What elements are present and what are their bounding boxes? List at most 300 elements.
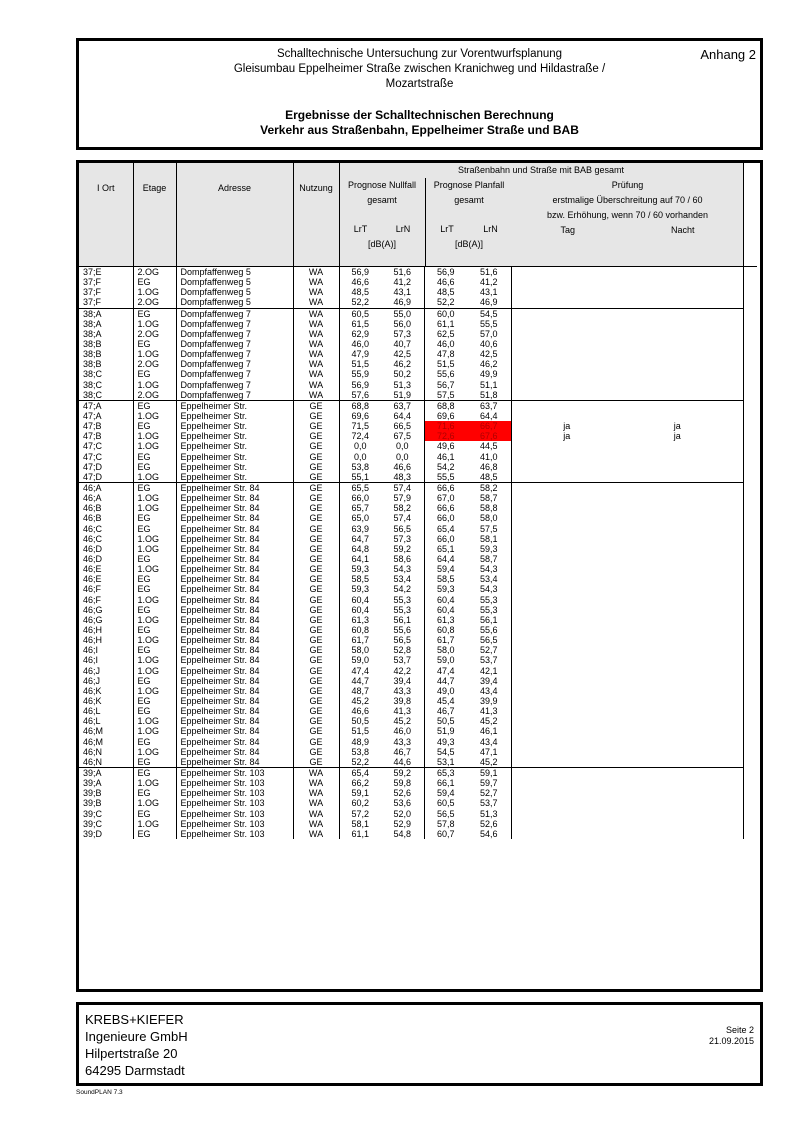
cell-nutzung: WA	[293, 798, 339, 808]
cell-ort: 46;L	[83, 706, 101, 717]
cell-ort: 47;B	[83, 431, 102, 442]
cell-etage: EG	[133, 706, 176, 716]
cell-planfall-lrt: 55,6	[424, 369, 467, 379]
cell-etage: 1.OG	[133, 635, 176, 645]
col-ort	[79, 163, 133, 267]
cell-nutzung: WA	[293, 390, 339, 401]
cell-nullfall-lrn: 57,3	[393, 328, 412, 339]
table-row	[79, 544, 757, 554]
cell-nullfall-lrn: 56,1	[393, 614, 412, 625]
cell-ort: 38;C	[83, 389, 103, 400]
cell-planfall-lrn: 41,3	[479, 706, 498, 717]
cell-nullfall-lrt: 61,7	[339, 635, 381, 645]
cell-ort: 38;C	[83, 369, 103, 380]
cell-pruefung	[511, 574, 743, 584]
cell-etage: EG	[133, 277, 176, 287]
cell-pruefung	[511, 564, 743, 574]
cell-ort: 46;G	[83, 604, 103, 615]
cell-nullfall-lrt: 0,0	[339, 452, 381, 462]
cell-adresse: Dompfaffenweg 7	[176, 369, 293, 379]
cell-nullfall-lrn: 56,5	[393, 635, 412, 646]
cell-nutzung: GE	[293, 686, 339, 696]
cell-planfall-lrn: 67,6	[467, 431, 511, 441]
cell-ort: 46;A	[79, 482, 133, 493]
cell-adresse: Eppelheimer Str.	[176, 431, 293, 441]
cell-pruefung	[511, 431, 743, 441]
cell-adresse: Eppelheimer Str. 84	[176, 747, 293, 757]
cell-ort: 46;B	[83, 503, 102, 514]
cell-etage: EG	[133, 605, 176, 615]
cell-planfall-lrn: 52,7	[479, 645, 498, 656]
page-number: Seite 2	[725, 1025, 754, 1035]
cell-pruefung	[511, 359, 743, 369]
cell-ort: 46;G	[83, 614, 103, 625]
table-row	[79, 400, 757, 411]
table-body	[79, 267, 757, 839]
cell-nullfall-lrn: 46,2	[393, 359, 412, 370]
cell-planfall-lrt: 66,0	[424, 534, 467, 544]
cell-nutzung: WA	[293, 778, 339, 788]
cell-planfall-lrn: 63,7	[467, 400, 511, 411]
cell-etage: 1.OG	[133, 665, 176, 675]
cell-pruefung	[511, 665, 743, 675]
cell-ort: 46;D	[83, 543, 103, 554]
cell-etage: 1.OG	[133, 441, 176, 451]
table-row	[79, 380, 757, 390]
cell-etage: EG	[133, 482, 176, 493]
cell-etage: 2.OG	[133, 329, 176, 339]
cell-pruefung	[511, 472, 743, 483]
cell-adresse: Dompfaffenweg 7	[176, 319, 293, 329]
cell-nullfall-lrn: 46,6	[393, 461, 412, 472]
company-address	[85, 1011, 188, 1079]
cell-etage: 1.OG	[133, 615, 176, 625]
cell-pruefung	[511, 605, 743, 615]
cell-ort: 46;F	[83, 594, 102, 605]
cell-pruefung	[511, 493, 743, 503]
report-title-line-1: Ergebnisse der Schalltechnischen Berechnung	[285, 108, 554, 122]
cell-nutzung: GE	[293, 431, 339, 441]
nullfall-lrt: LrT	[353, 224, 368, 234]
table-row	[79, 767, 757, 778]
planfall-header	[425, 178, 513, 266]
cell-ort: 46;I	[83, 655, 99, 666]
cell-etage: 1.OG	[133, 319, 176, 329]
cell-pruefung	[511, 736, 743, 746]
table-row	[79, 819, 757, 829]
results-table	[79, 163, 757, 839]
cell-planfall-lrn: 39,9	[479, 695, 498, 706]
cell-planfall-lrn: 58,7	[479, 493, 498, 504]
cell-nullfall-lrt: 72,4	[339, 431, 381, 441]
cell-nullfall-lrn: 59,2	[393, 543, 412, 554]
cell-nullfall-lrn: 39,8	[393, 695, 412, 706]
cell-adresse: Eppelheimer Str. 84	[176, 686, 293, 696]
cell-adresse: Dompfaffenweg 7	[176, 359, 293, 369]
title-line-3: Mozartstraße	[385, 78, 454, 90]
cell-nullfall-lrn: 46,7	[393, 746, 412, 757]
cell-etage: EG	[133, 339, 176, 349]
cell-nullfall-lrn: 57,4	[393, 513, 412, 524]
cell-planfall-lrt: 49,0	[424, 686, 467, 696]
cell-planfall-lrn: 56,1	[479, 614, 498, 625]
cell-nullfall-lrn: 56,5	[393, 523, 412, 534]
cell-planfall-lrn: 48,5	[479, 471, 498, 482]
cell-nutzung: GE	[293, 625, 339, 635]
cell-adresse: Eppelheimer Str. 84	[176, 574, 293, 584]
cell-planfall-lrt: 50,5	[424, 716, 467, 726]
cell-planfall-lrn: 42,1	[479, 665, 498, 676]
cell-nutzung: WA	[293, 297, 339, 308]
cell-planfall-lrt: 60,0	[424, 308, 467, 319]
cell-nullfall-lrt: 59,1	[339, 788, 381, 798]
cell-planfall-lrn: 43,4	[479, 685, 498, 696]
cell-planfall-lrn: 58,7	[479, 554, 498, 564]
cell-nullfall-lrn: 57,3	[393, 533, 412, 544]
cell-pruefung	[511, 819, 743, 829]
cell-nutzung: GE	[293, 655, 339, 665]
cell-etage: EG	[133, 808, 176, 818]
cell-planfall-lrn: 64,4	[479, 411, 498, 422]
cell-etage: 1.OG	[133, 798, 176, 808]
cell-pruefung	[511, 462, 743, 472]
table-row	[79, 452, 757, 462]
col-ort-label: I Ort	[97, 183, 115, 193]
annex-label: Anhang 2	[700, 47, 756, 62]
cell-nullfall-lrt: 57,2	[339, 808, 381, 818]
cell-adresse: Dompfaffenweg 7	[176, 390, 293, 401]
cell-planfall-lrt: 57,8	[424, 819, 467, 829]
table-row	[79, 706, 757, 716]
cell-nutzung: GE	[293, 421, 339, 431]
cell-nullfall-lrt: 59,0	[339, 655, 381, 665]
cell-nullfall-lrt: 61,1	[339, 829, 381, 839]
cell-planfall-lrn: 56,5	[479, 635, 498, 646]
cell-nutzung: WA	[293, 308, 339, 319]
cell-nullfall-lrt: 59,3	[339, 584, 381, 594]
cell-pruefung	[511, 411, 743, 421]
cell-nutzung: WA	[293, 369, 339, 379]
cell-adresse: Dompfaffenweg 7	[176, 380, 293, 390]
document-header	[76, 38, 763, 150]
cell-planfall-lrt: 51,5	[424, 359, 467, 369]
cell-nutzung: GE	[293, 452, 339, 462]
cell-pruefung	[511, 544, 743, 554]
cell-nullfall-lrt: 66,0	[339, 493, 381, 503]
cell-ort: 38;B	[83, 339, 102, 350]
cell-ort: 47;D	[83, 461, 103, 472]
cell-ort: 47;A	[83, 411, 102, 422]
cell-nullfall-lrn: 55,6	[393, 624, 412, 635]
cell-adresse: Eppelheimer Str. 84	[176, 726, 293, 736]
planfall-lrn: LrN	[483, 224, 498, 234]
cell-etage: 1.OG	[133, 349, 176, 359]
cell-nutzung: GE	[293, 706, 339, 716]
nullfall-label: Prognose Nullfall	[347, 180, 417, 190]
table-row	[79, 482, 757, 493]
cell-pruefung	[511, 726, 743, 736]
cell-planfall-lrt: 46,1	[424, 452, 467, 462]
cell-nullfall-lrn: 52,8	[393, 645, 412, 656]
cell-planfall-lrt: 45,4	[424, 696, 467, 706]
cell-ort: 38;A	[83, 328, 102, 339]
cell-tag: ja	[563, 421, 571, 432]
cell-pruefung	[511, 615, 743, 625]
table-row	[79, 267, 757, 278]
cell-pruefung	[511, 339, 743, 349]
cell-nutzung: GE	[293, 615, 339, 625]
cell-etage: 1.OG	[133, 726, 176, 736]
cell-adresse: Eppelheimer Str. 84	[176, 645, 293, 655]
table-row	[79, 584, 757, 594]
cell-pruefung	[511, 635, 743, 645]
cell-etage: EG	[133, 736, 176, 746]
cell-pruefung	[511, 452, 743, 462]
cell-planfall-lrt: 58,5	[424, 574, 467, 584]
cell-nullfall-lrt: 69,6	[339, 411, 381, 421]
cell-nullfall-lrt: 50,5	[339, 716, 381, 726]
cell-nullfall-lrn: 46,9	[393, 297, 412, 308]
cell-planfall-lrn: 49,9	[479, 369, 498, 380]
cell-pruefung	[511, 706, 743, 716]
cell-pruefung	[511, 308, 743, 319]
cell-nullfall-lrt: 44,7	[339, 676, 381, 686]
cell-ort: 37;F	[83, 277, 102, 288]
cell-pruefung	[511, 369, 743, 379]
cell-planfall-lrt: 67,0	[424, 493, 467, 503]
col-nutzung-label: Nutzung	[299, 183, 333, 193]
cell-adresse: Dompfaffenweg 7	[176, 339, 293, 349]
cell-nullfall-lrt: 68,8	[339, 400, 381, 411]
cell-planfall-lrn: 46,2	[479, 359, 498, 370]
cell-adresse: Dompfaffenweg 7	[176, 329, 293, 339]
cell-nutzung: GE	[293, 411, 339, 421]
table-row	[79, 472, 757, 483]
cell-nutzung: GE	[293, 524, 339, 534]
cell-nutzung: GE	[293, 757, 339, 768]
cell-nutzung: WA	[293, 287, 339, 297]
cell-planfall-lrn: 54,5	[467, 308, 511, 319]
cell-planfall-lrt: 66,6	[424, 482, 467, 493]
results-table-box	[76, 160, 763, 992]
cell-nullfall-lrn: 44,6	[393, 756, 412, 767]
cell-nullfall-lrn: 41,3	[393, 706, 412, 717]
cell-pruefung	[511, 696, 743, 706]
cell-nullfall-lrn: 66,5	[393, 421, 412, 432]
cell-pruefung	[511, 716, 743, 726]
col-adresse-label: Adresse	[217, 183, 252, 193]
cell-nullfall-lrn: 0,0	[395, 451, 409, 462]
cell-pruefung	[511, 524, 743, 534]
cell-adresse: Eppelheimer Str. 84	[176, 482, 293, 493]
cell-planfall-lrn: 57,0	[479, 328, 498, 339]
cell-nutzung: GE	[293, 635, 339, 645]
cell-planfall-lrn: 55,3	[479, 604, 498, 615]
cell-etage: 1.OG	[133, 380, 176, 390]
cell-ort: 46;H	[83, 624, 103, 635]
cell-nutzung: GE	[293, 574, 339, 584]
cell-planfall-lrt: 60,5	[424, 798, 467, 808]
cell-planfall-lrn: 41,0	[479, 451, 498, 462]
cell-adresse: Eppelheimer Str. 84	[176, 544, 293, 554]
cell-pruefung	[511, 267, 743, 278]
cell-planfall-lrn: 58,1	[479, 533, 498, 544]
cell-planfall-lrn: 59,3	[479, 543, 498, 554]
cell-planfall-lrt: 56,5	[424, 808, 467, 818]
cell-nullfall-lrn: 55,3	[393, 594, 412, 605]
cell-planfall-lrn: 58,2	[467, 482, 511, 493]
cell-nullfall-lrt: 53,8	[339, 747, 381, 757]
group-label: Straßenbahn und Straße mit BAB gesamt	[457, 165, 625, 175]
cell-adresse: Dompfaffenweg 5	[176, 297, 293, 308]
cell-etage: 1.OG	[133, 503, 176, 513]
cell-nutzung: WA	[293, 319, 339, 329]
cell-planfall-lrt: 61,3	[424, 615, 467, 625]
table-row	[79, 625, 757, 635]
cell-nutzung: GE	[293, 726, 339, 736]
table-row	[79, 329, 757, 339]
cell-nullfall-lrt: 58,1	[339, 819, 381, 829]
cell-pruefung	[511, 554, 743, 564]
cell-nacht: ja	[673, 431, 681, 442]
cell-planfall-lrn: 54,3	[479, 584, 498, 595]
cell-nullfall-lrt: 65,0	[339, 513, 381, 523]
cell-etage: EG	[133, 400, 176, 411]
cell-nullfall-lrt: 56,9	[339, 267, 381, 278]
cell-nullfall-lrt: 48,7	[339, 686, 381, 696]
cell-nullfall-lrt: 61,3	[339, 615, 381, 625]
table-row	[79, 778, 757, 788]
table-row	[79, 524, 757, 534]
cell-nullfall-lrn: 54,3	[393, 564, 412, 575]
cell-etage: 1.OG	[133, 595, 176, 605]
cell-nullfall-lrn: 57,9	[393, 493, 412, 504]
cell-nullfall-lrt: 57,6	[339, 390, 381, 401]
cell-nullfall-lrn: 39,4	[393, 675, 412, 686]
cell-planfall-lrt: 51,9	[424, 726, 467, 736]
pruefung-label: Prüfung	[611, 180, 644, 190]
cell-adresse: Eppelheimer Str.	[176, 472, 293, 483]
table-row	[79, 411, 757, 421]
table-row	[79, 726, 757, 736]
cell-tag: ja	[563, 431, 571, 442]
cell-nullfall-lrn: 53,6	[393, 798, 412, 809]
cell-planfall-lrt: 59,4	[424, 564, 467, 574]
cell-pruefung	[511, 645, 743, 655]
cell-pruefung	[511, 829, 743, 839]
cell-ort: 46;M	[83, 736, 104, 747]
table-row	[79, 635, 757, 645]
cell-planfall-lrt: 46,0	[424, 339, 467, 349]
cell-nullfall-lrt: 64,8	[339, 544, 381, 554]
cell-etage: 1.OG	[133, 544, 176, 554]
table-row	[79, 287, 757, 297]
cell-ort: 47;B	[83, 421, 102, 432]
table-row	[79, 665, 757, 675]
table-row	[79, 369, 757, 379]
cell-etage: 1.OG	[133, 686, 176, 696]
cell-adresse: Eppelheimer Str. 84	[176, 493, 293, 503]
cell-adresse: Eppelheimer Str. 84	[176, 615, 293, 625]
cell-planfall-lrt: 46,7	[424, 706, 467, 716]
cell-ort: 46;E	[83, 564, 102, 575]
cell-etage: EG	[133, 513, 176, 523]
cell-ort: 46;C	[83, 533, 103, 544]
cell-ort: 46;C	[83, 523, 103, 534]
cell-pruefung	[511, 808, 743, 818]
cell-planfall-lrn: 43,4	[479, 736, 498, 747]
col-group	[339, 163, 743, 267]
cell-nullfall-lrn: 0,0	[395, 441, 409, 452]
table-row	[79, 297, 757, 308]
cell-ort: 38;B	[83, 359, 102, 370]
cell-adresse: Eppelheimer Str. 84	[176, 524, 293, 534]
cell-nutzung: GE	[293, 665, 339, 675]
cell-ort: 47;D	[83, 471, 103, 482]
cell-planfall-lrn: 52,7	[479, 788, 498, 799]
cell-etage: EG	[133, 625, 176, 635]
cell-planfall-lrn: 51,3	[479, 808, 498, 819]
cell-nullfall-lrn: 56,0	[393, 318, 412, 329]
cell-ort: 46;L	[83, 716, 101, 727]
cell-adresse: Eppelheimer Str. 84	[176, 757, 293, 768]
cell-nutzung: GE	[293, 472, 339, 483]
cell-planfall-lrn: 53,7	[479, 655, 498, 666]
cell-nutzung: WA	[293, 267, 339, 278]
cell-adresse: Eppelheimer Str. 103	[176, 778, 293, 788]
cell-nullfall-lrt: 56,9	[339, 380, 381, 390]
cell-planfall-lrn: 55,6	[479, 624, 498, 635]
cell-adresse: Eppelheimer Str. 103	[176, 819, 293, 829]
cell-nullfall-lrt: 46,6	[339, 277, 381, 287]
cell-nullfall-lrt: 64,7	[339, 534, 381, 544]
cell-nutzung: GE	[293, 462, 339, 472]
cell-adresse: Eppelheimer Str. 84	[176, 605, 293, 615]
cell-nullfall-lrt: 71,5	[339, 421, 381, 431]
cell-nullfall-lrt: 64,1	[339, 554, 381, 564]
table-row	[79, 676, 757, 686]
cell-ort: 46;E	[83, 574, 102, 585]
document-footer	[76, 1002, 763, 1086]
cell-planfall-lrt: 71,6	[424, 421, 467, 431]
cell-planfall-lrt: 49,6	[424, 441, 467, 451]
cell-nullfall-lrn: 59,2	[381, 767, 424, 778]
cell-nutzung: WA	[293, 380, 339, 390]
cell-nullfall-lrn: 53,4	[393, 574, 412, 585]
cell-pruefung	[511, 757, 743, 768]
cell-nutzung: GE	[293, 595, 339, 605]
cell-planfall-lrt: 62,5	[424, 329, 467, 339]
cell-etage: 1.OG	[133, 287, 176, 297]
cell-nutzung: WA	[293, 808, 339, 818]
nullfall-unit: [dB(A)]	[367, 239, 396, 249]
cell-nutzung: GE	[293, 696, 339, 706]
cell-planfall-lrn: 59,7	[479, 778, 498, 789]
cell-ort: 46;J	[83, 675, 101, 686]
cell-adresse: Eppelheimer Str. 84	[176, 655, 293, 665]
cell-etage: 1.OG	[133, 472, 176, 483]
cell-nullfall-lrt: 47,9	[339, 349, 381, 359]
table-row	[79, 431, 757, 441]
cell-nullfall-lrn: 43,3	[393, 685, 412, 696]
cell-etage: 1.OG	[133, 411, 176, 421]
cell-ort: 46;D	[83, 554, 103, 564]
cell-ort: 46;H	[83, 635, 103, 646]
pruefung-sub-2: bzw. Erhöhung, wenn 70 / 60 vorhanden	[546, 210, 709, 220]
cell-nullfall-lrn: 55,3	[393, 604, 412, 615]
cell-nullfall-lrn: 53,7	[393, 655, 412, 666]
cell-ort: 39;C	[83, 818, 103, 829]
